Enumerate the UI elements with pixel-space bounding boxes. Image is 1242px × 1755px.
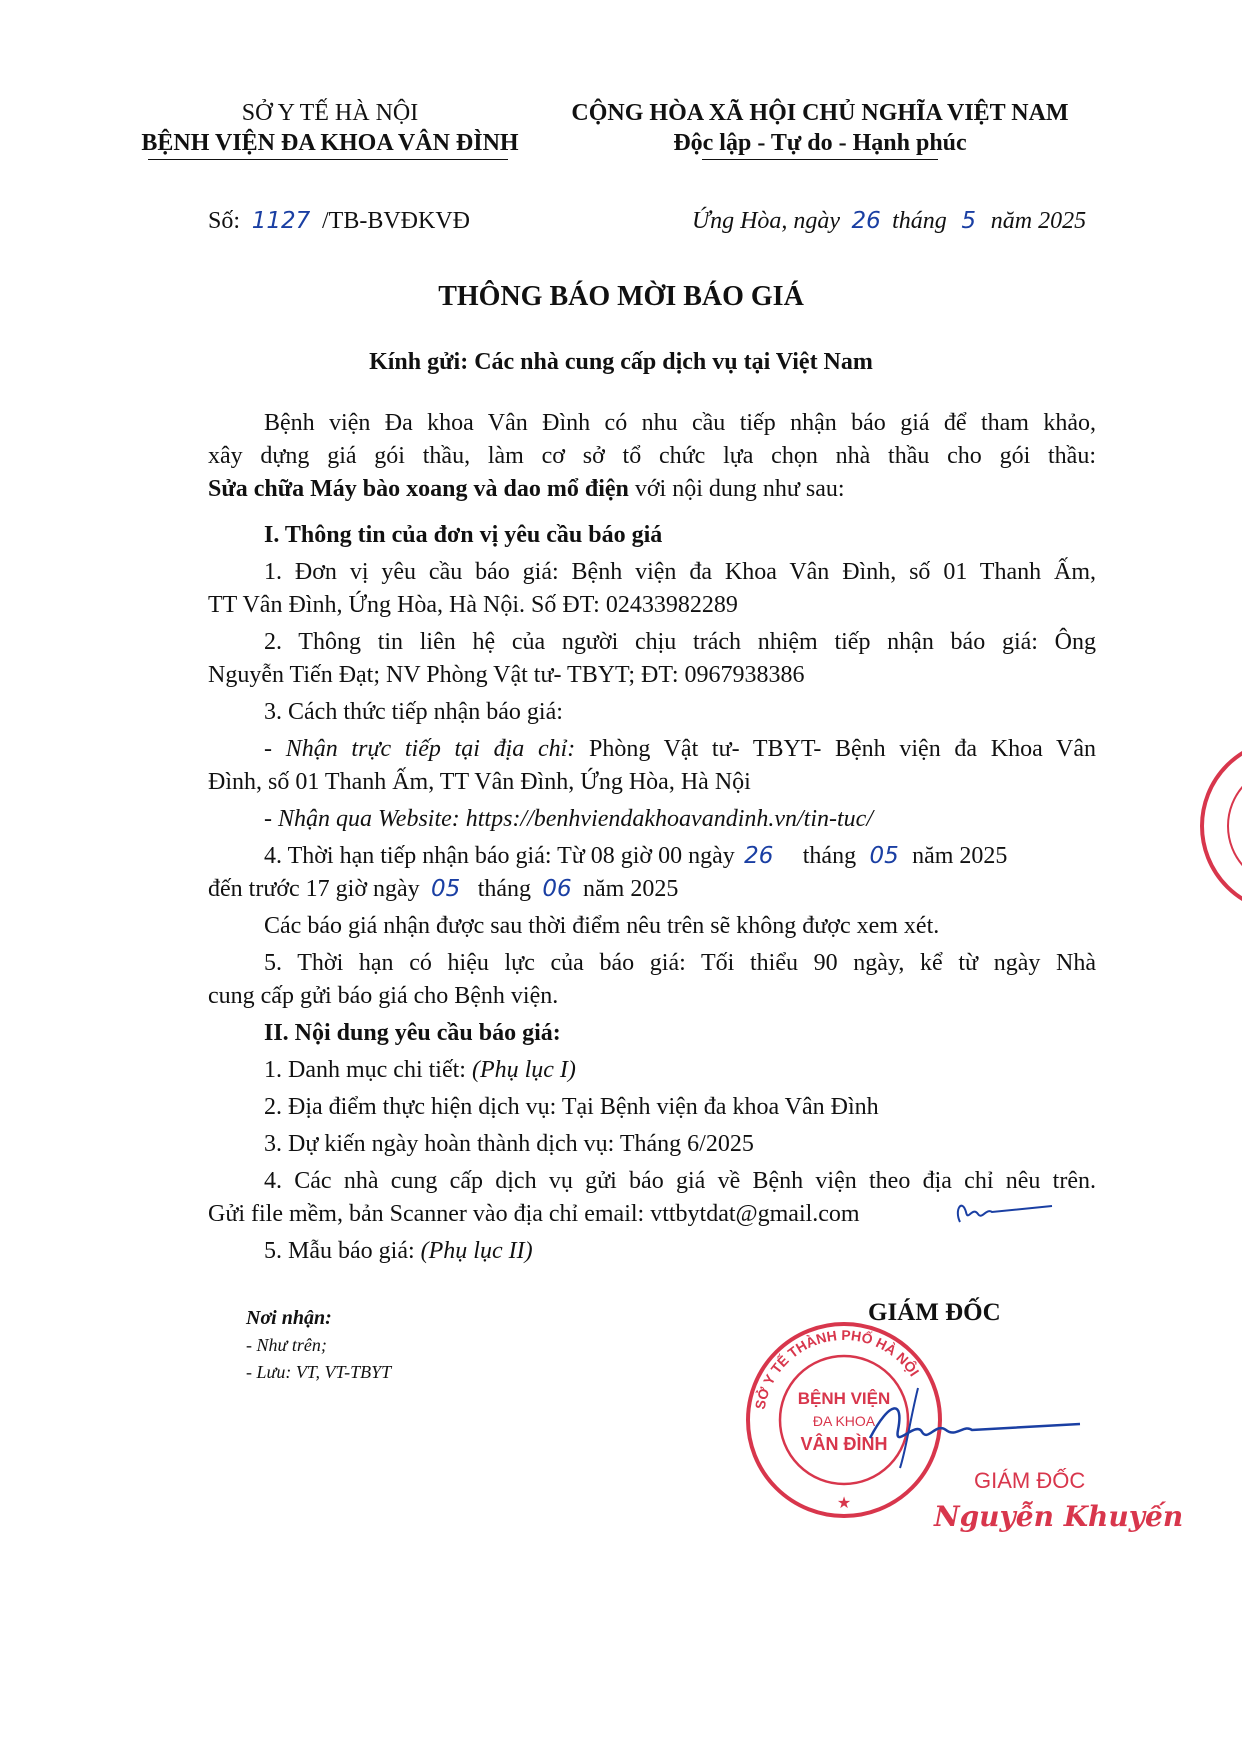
section-1-heading: I. Thông tin của đơn vị yêu cầu báo giá bbox=[264, 522, 663, 548]
seal-line-1: BỆNH VIỆN bbox=[797, 1389, 891, 1408]
stamp-title: GIÁM ĐỐC bbox=[974, 1468, 1086, 1493]
nation-motto: Độc lập - Tự do - Hạnh phúc bbox=[673, 130, 967, 156]
section-2-item-4-line-2: Gửi file mềm, bản Scanner vào địa chỉ email: vttbytdat@gmail.com bbox=[208, 1201, 860, 1227]
section-1-item-4-line-1 bbox=[264, 841, 1007, 871]
deadline-end-day-handwritten: 05 bbox=[431, 876, 461, 902]
deadline-end-month-label: tháng bbox=[477, 876, 532, 902]
deadline-year: năm 2025 bbox=[912, 843, 1008, 869]
recipient-line: Kính gửi: Các nhà cung cấp dịch vụ tại Việt Nam bbox=[369, 349, 873, 375]
section-2-item-2: 2. Địa điểm thực hiện dịch vụ: Tại Bệnh viện đa khoa Vân Đình bbox=[264, 1094, 879, 1120]
seal-line-3: VÂN ĐÌNH bbox=[800, 1434, 888, 1454]
section-1-item-1-line-2: TT Vân Đình, Ứng Hòa, Hà Nội. Số ĐT: 02433982289 bbox=[208, 592, 738, 618]
deadline-from: 4. Thời hạn tiếp nhận báo giá: Từ 08 giờ 00 ngày bbox=[264, 843, 735, 869]
catalog-appendix: (Phụ lục I) bbox=[471, 1057, 576, 1083]
section-1-item-1-line-1: 1. Đơn vị yêu cầu báo giá: Bệnh viện đa Khoa Vân Đình, số 01 Thanh Ấm, bbox=[264, 559, 1096, 585]
section-1-item-3a-line-2: Đình, số 01 Thanh Ấm, TT Vân Đình, Ứng Hòa, Hà Nội bbox=[208, 769, 751, 795]
section-1-item-2-line-2: Nguyễn Tiến Đạt; NV Phòng Vật tư- TBYT; ĐT: 0967938386 bbox=[208, 662, 805, 688]
signer-title: GIÁM ĐỐC bbox=[868, 1299, 1001, 1326]
director-signature bbox=[860, 1380, 1090, 1470]
document-date bbox=[692, 206, 1086, 236]
section-1-item-3a-line-1 bbox=[264, 734, 1096, 764]
section-1-item-3: 3. Cách thức tiếp nhận báo giá: bbox=[264, 699, 563, 725]
section-2-item-3: 3. Dự kiến ngày hoàn thành dịch vụ: Tháng 6/2025 bbox=[264, 1131, 754, 1157]
section-1-item-2-line-1: 2. Thông tin liên hệ của người chịu trách nhiệm tiếp nhận báo giá: Ông bbox=[264, 629, 1096, 655]
seal-line-2: ĐA KHOA bbox=[812, 1413, 876, 1429]
deadline-month-handwritten: 05 bbox=[869, 843, 899, 869]
deadline-day-handwritten: 26 bbox=[744, 843, 774, 869]
deadline-to: đến trước 17 giờ ngày bbox=[208, 876, 420, 902]
section-1-item-5-line-2: cung cấp gửi báo giá cho Bệnh viện. bbox=[208, 983, 559, 1009]
section-2-heading: II. Nội dung yêu cầu báo giá: bbox=[264, 1020, 561, 1046]
so-number-handwritten: 1127 bbox=[251, 208, 311, 234]
partial-seal-edge bbox=[1188, 736, 1242, 916]
recipient-1: - Như trên; bbox=[246, 1335, 327, 1355]
document-number bbox=[208, 206, 470, 236]
seal-star-icon: ★ bbox=[836, 1495, 852, 1512]
deadline-end-year: năm 2025 bbox=[583, 876, 679, 902]
template-appendix: (Phụ lục II) bbox=[420, 1238, 533, 1264]
section-1-item-5-line-1: 5. Thời hạn có hiệu lực của báo giá: Tối thiểu 90 ngày, kể từ ngày Nhà bbox=[264, 950, 1096, 976]
hospital-name: BỆNH VIỆN ĐA KHOA VÂN ĐÌNH bbox=[141, 130, 519, 156]
section-2-item-4-line-1: 4. Các nhà cung cấp dịch vụ gửi báo giá về Bệnh viện theo địa chỉ nêu trên. bbox=[264, 1168, 1096, 1194]
section-1-item-4-line-2 bbox=[208, 874, 678, 904]
recipients-label: Nơi nhận: bbox=[246, 1307, 332, 1329]
package-name: Sửa chữa Máy bào xoang và dao mổ điện bbox=[208, 476, 629, 502]
intro-line-1: Bệnh viện Đa khoa Vân Đình có nhu cầu tiếp nhận báo giá để tham khảo, bbox=[264, 410, 1096, 436]
header-right-underline bbox=[702, 159, 938, 160]
deadline-month-label: tháng bbox=[802, 843, 857, 869]
nation-title: CỘNG HÒA XÃ HỘI CHỦ NGHĨA VIỆT NAM bbox=[571, 100, 1069, 126]
direct-receipt-label: - Nhận trực tiếp tại địa chỉ: bbox=[264, 736, 576, 762]
date-place: Ứng Hòa, ngày bbox=[692, 208, 841, 234]
recipient-2: - Lưu: VT, VT-TBYT bbox=[246, 1362, 392, 1382]
seal-ring-text: SỞ Y TẾ THÀNH PHỐ HÀ NỘI bbox=[751, 1326, 923, 1411]
date-month-handwritten: 5 bbox=[961, 208, 977, 234]
template-label: 5. Mẫu báo giá: bbox=[264, 1238, 421, 1264]
section-1-item-3b-website: - Nhận qua Website: https://benhviendakhoavandinh.vn/tin-tuc/ bbox=[264, 806, 873, 832]
stamp-name: Nguyễn Khuyến bbox=[934, 1500, 1184, 1533]
so-suffix: /TB-BVĐKVĐ bbox=[322, 208, 471, 234]
date-day-handwritten: 26 bbox=[851, 208, 881, 234]
section-2-item-5 bbox=[264, 1236, 533, 1266]
so-label: Số: bbox=[208, 208, 241, 234]
intro-line-2: xây dựng giá gói thầu, làm cơ sở tổ chức lựa chọn nhà thầu cho gói thầu: bbox=[208, 443, 1096, 469]
date-month-label: tháng bbox=[892, 208, 947, 234]
direct-receipt-address: Phòng Vật tư- TBYT- Bệnh viện đa Khoa Vân bbox=[575, 736, 1096, 762]
header-left-underline bbox=[148, 159, 508, 160]
catalog-label: 1. Danh mục chi tiết: bbox=[264, 1057, 472, 1083]
date-year: năm 2025 bbox=[990, 208, 1087, 234]
section-1-item-4-note: Các báo giá nhận được sau thời điểm nêu trên sẽ không được xem xét. bbox=[264, 913, 940, 939]
page-title: THÔNG BÁO MỜI BÁO GIÁ bbox=[438, 281, 804, 312]
section-2-item-1 bbox=[264, 1055, 576, 1085]
intro-line-3 bbox=[208, 474, 845, 504]
intro-line-3-rest: với nội dung như sau: bbox=[628, 476, 845, 502]
initial-signature bbox=[952, 1192, 1062, 1232]
deadline-end-month-handwritten: 06 bbox=[542, 876, 572, 902]
agency-name: SỞ Y TẾ HÀ NỘI bbox=[241, 100, 419, 126]
